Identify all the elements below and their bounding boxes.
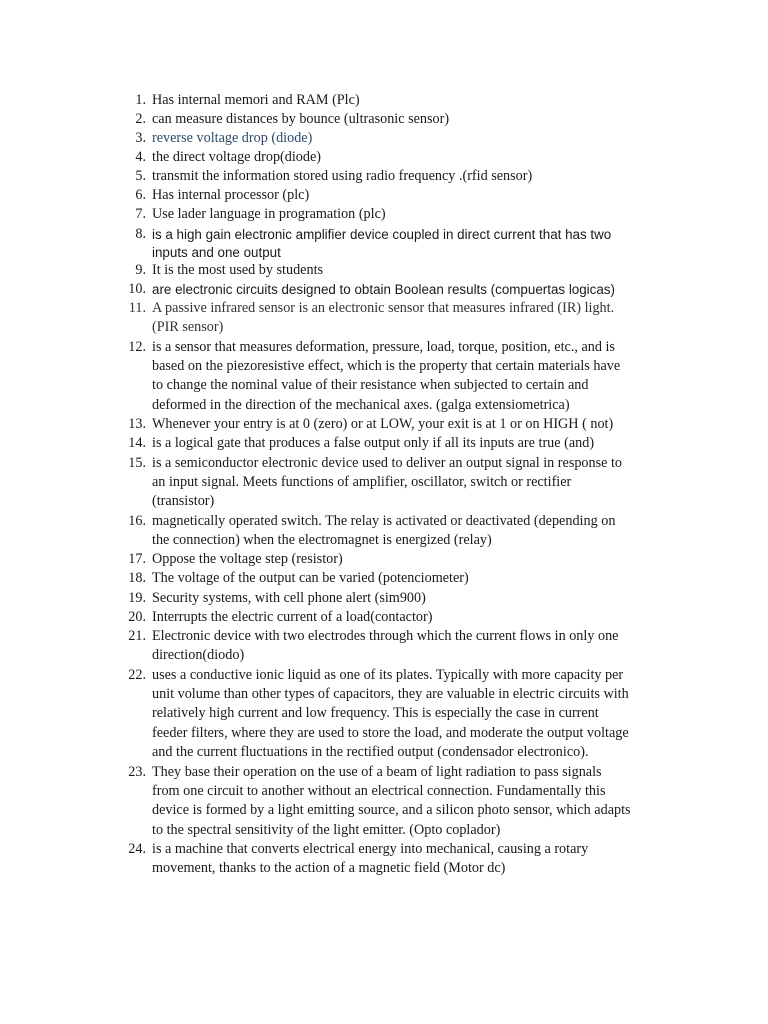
item-text: feeder filters, where they are used to store the load, and moderate the output voltage <box>152 725 629 741</box>
item-number: 21. <box>128 628 146 644</box>
item-text: an input signal. Meets functions of amplifier, oscillator, switch or rectifier <box>152 474 572 490</box>
item-number: 24. <box>128 841 146 857</box>
item-number: 15. <box>128 455 146 471</box>
item-number: 13. <box>128 416 146 432</box>
item-text: can measure distances by bounce (ultrasonic sensor) <box>152 111 450 127</box>
item-number: 18. <box>128 570 146 586</box>
item-number: 17. <box>128 551 146 567</box>
item-text: is a semiconductor electronic device used to deliver an output signal in response to <box>152 455 623 471</box>
item-text: movement, thanks to the action of a magnetic field (Motor dc) <box>152 860 506 876</box>
item-number: 19. <box>128 590 146 606</box>
item-text: It is the most used by students <box>152 262 324 278</box>
item-text: direction(diodo) <box>152 647 245 663</box>
item-text: is a high gain electronic amplifier device coupled in direct current that has two <box>152 227 612 242</box>
item-text: Whenever your entry is at 0 (zero) or at LOW, your exit is at 1 or on HIGH ( not) <box>152 416 614 432</box>
item-text: Has internal processor (plc) <box>152 187 310 203</box>
item-text: to change the nominal value of their resistance when subjected to certain and <box>152 377 589 393</box>
item-text: the direct voltage drop(diode) <box>152 149 322 165</box>
item-text: to the spectral sensitivity of the light emitter. (Opto coplador) <box>152 822 501 838</box>
item-text: Electronic device with two electrodes through which the current flows in only one <box>152 628 619 644</box>
item-number: 4. <box>135 149 146 165</box>
item-text: magnetically operated switch. The relay is activated or deactivated (depending on <box>152 513 616 529</box>
item-number: 1. <box>135 92 146 108</box>
item-number: 7. <box>135 206 146 222</box>
item-number: 23. <box>128 764 146 780</box>
item-text: is a machine that converts electrical energy into mechanical, causing a rotary <box>152 841 589 857</box>
item-text: (PIR sensor) <box>152 319 224 335</box>
item-text: from one circuit to another without an electrical connection. Fundamentally this <box>152 783 606 799</box>
item-text: Interrupts the electric current of a load(contactor) <box>152 609 433 625</box>
item-text: Security systems, with cell phone alert (sim900) <box>152 590 426 606</box>
item-number: 11. <box>128 300 146 316</box>
item-number: 22. <box>128 667 146 683</box>
item-text: relatively high current and low frequency. This is especially the case in current <box>152 705 599 721</box>
item-number: 16. <box>128 513 146 529</box>
item-number: 3. <box>135 130 146 146</box>
item-text: inputs and one output <box>152 245 281 260</box>
item-text: Oppose the voltage step (resistor) <box>152 551 343 567</box>
item-text: Use lader language in programation (plc) <box>152 206 386 222</box>
item-number: 20. <box>128 609 146 625</box>
item-text: device is formed by a light emitting source, and a silicon photo sensor, which adapts <box>152 802 631 818</box>
item-text: A passive infrared sensor is an electronic sensor that measures infrared (IR) light. <box>152 300 615 316</box>
item-number: 9. <box>135 262 146 278</box>
item-number: 10. <box>128 281 146 297</box>
item-number: 12. <box>128 339 146 355</box>
item-text: are electronic circuits designed to obtain Boolean results (compuertas logicas) <box>152 282 615 297</box>
item-number: 8. <box>135 226 146 242</box>
item-text: the connection) when the electromagnet is energized (relay) <box>152 532 492 548</box>
item-text: is a sensor that measures deformation, pressure, load, torque, position, etc., and is <box>152 339 615 355</box>
item-text: deformed in the direction of the mechanical axes. (galga extensiometrica) <box>152 397 570 413</box>
item-text: based on the piezoresistive effect, which is the property that certain materials have <box>152 358 621 374</box>
item-text: and the current fluctuations in the rectified output (condensador electronico). <box>152 744 589 760</box>
item-text: (transistor) <box>152 493 215 509</box>
item-number: 5. <box>135 168 146 184</box>
item-text: transmit the information stored using radio frequency .(rfid sensor) <box>152 168 533 184</box>
item-text: They base their operation on the use of a beam of light radiation to pass signals <box>152 764 602 780</box>
item-text: The voltage of the output can be varied (potenciometer) <box>152 570 469 586</box>
item-text: uses a conductive ionic liquid as one of its plates. Typically with more capacity per <box>152 667 624 683</box>
item-text: unit volume than other types of capacitors, they are valuable in electric circuits with <box>152 686 629 702</box>
item-text: is a logical gate that produces a false output only if all its inputs are true (and) <box>152 435 595 451</box>
item-text: Has internal memori and RAM (Plc) <box>152 92 360 108</box>
item-number: 14. <box>128 435 146 451</box>
item-text: reverse voltage drop (diode) <box>152 130 313 146</box>
item-number: 6. <box>135 187 146 203</box>
item-number: 2. <box>135 111 146 127</box>
